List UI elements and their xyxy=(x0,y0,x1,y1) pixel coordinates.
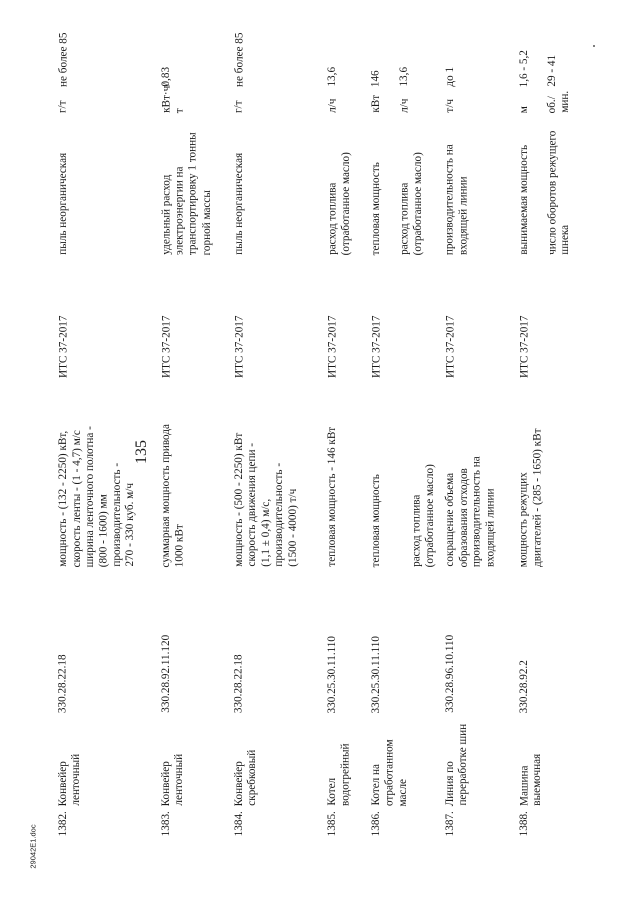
okpd-code: 330.25.30.11.110 xyxy=(326,635,339,713)
parameter-value: не более 85 xyxy=(57,32,70,87)
okpd-code: 330.28.96.10.110 xyxy=(443,634,456,713)
row-number: 1385. xyxy=(326,810,339,836)
its-reference: ИТС 37-2017 xyxy=(518,315,531,378)
equipment-name: ленточный xyxy=(70,753,83,806)
its-reference: ИТС 37-2017 xyxy=(233,315,246,378)
its-reference: ИТС 37-2017 xyxy=(326,315,339,378)
its-reference: ИТС 37-2017 xyxy=(370,315,383,378)
technical-spec: (800 - 1600) мм xyxy=(97,493,110,567)
parameter-value: 146 xyxy=(369,69,382,87)
equipment-name: переработке шин xyxy=(457,723,470,806)
equipment-name: водогрейный xyxy=(339,743,352,806)
parameter-value: 13,6 xyxy=(325,66,338,87)
technical-spec: производительность на xyxy=(470,455,483,567)
its-reference: ИТС 37-2017 xyxy=(160,315,173,378)
technical-spec: (отработанное масло) xyxy=(424,463,437,567)
technical-spec: расход топлива xyxy=(410,494,423,567)
parameter-value: 1,6 - 5,2 xyxy=(518,49,531,87)
parameter-name: горной массы xyxy=(200,189,213,255)
equipment-name: Машина xyxy=(518,765,531,806)
technical-spec: тепловая мощность - 146 кВт xyxy=(325,426,338,567)
parameter-name: входящей линии xyxy=(457,176,470,255)
technical-spec: ширина ленточного полотна - xyxy=(84,425,97,567)
technical-spec: (1500 - 4000) т/ч xyxy=(286,488,299,567)
okpd-code: 330.28.22.18 xyxy=(56,653,69,713)
technical-spec: тепловая мощность xyxy=(370,473,383,567)
parameter-value: 29 - 41 xyxy=(545,54,558,87)
row-number: 1383. xyxy=(160,810,173,836)
page-number: 135 xyxy=(133,440,150,464)
row-number: 1382. xyxy=(57,810,70,836)
parameter-value: 0,83 xyxy=(159,66,172,87)
okpd-code: 330.28.92.2 xyxy=(518,659,531,713)
parameter-name: (отработанное масло) xyxy=(339,151,352,255)
technical-spec: образования отходов xyxy=(457,467,470,567)
parameter-name: транспортировку 1 тонны xyxy=(186,131,199,255)
technical-spec: мощность - (500 - 2250) кВт xyxy=(232,432,245,567)
parameter-unit: мин. xyxy=(559,90,572,113)
parameter-name: расход топлива xyxy=(398,182,411,255)
technical-spec: сокращение объема xyxy=(443,472,456,567)
parameter-name: шнека xyxy=(559,224,572,255)
technical-spec: входящей линии xyxy=(484,488,497,567)
row-number: 1386. xyxy=(370,810,383,836)
parameter-value: до 1 xyxy=(443,66,456,87)
parameter-name: число оборотов режущего xyxy=(546,130,559,255)
technical-spec: скорость ленты - (1 - 4,7) м/с xyxy=(70,429,83,567)
parameter-name: расход топлива xyxy=(326,182,339,255)
page-mark xyxy=(593,45,595,47)
equipment-name: Конвейер xyxy=(160,760,173,806)
footer-filename: 29042E1.doc xyxy=(28,823,38,869)
parameter-name: удельный расход xyxy=(160,174,173,255)
parameter-unit: кВт·ч/ xyxy=(160,82,173,113)
parameter-unit: г/т xyxy=(232,99,245,113)
technical-spec: (1,1 ± 0,4) м/с, xyxy=(259,498,272,567)
parameter-name: вынимаемая мощность xyxy=(517,144,530,255)
its-reference: ИТС 37-2017 xyxy=(444,315,457,378)
okpd-code: 330.28.92.11.120 xyxy=(159,634,172,713)
row-number: 1384. xyxy=(233,810,246,836)
parameter-unit: г/т xyxy=(56,99,69,113)
technical-spec: двигателей - (285 - 1650) кВт xyxy=(531,428,544,567)
okpd-code: 330.28.22.18 xyxy=(232,653,245,713)
equipment-name: Котел xyxy=(325,777,338,806)
equipment-name: отработанном xyxy=(383,738,396,806)
parameter-name: тепловая мощность xyxy=(370,161,383,255)
equipment-name: Линия по xyxy=(444,760,457,806)
technical-spec: мощность - (132 - 2250) кВт, xyxy=(56,430,69,567)
parameter-name: пыль неорганическая xyxy=(56,152,69,255)
equipment-name: Котел на xyxy=(369,763,382,806)
okpd-code: 330.25.30.11.110 xyxy=(370,635,383,713)
technical-spec: производительность - xyxy=(110,462,123,567)
row-number: 1388. xyxy=(518,810,531,836)
parameter-unit: об./ xyxy=(546,95,559,113)
technical-spec: 1000 кВт xyxy=(173,523,186,567)
technical-spec: мощность режущих xyxy=(517,471,530,567)
parameter-name: электроэнергии на xyxy=(173,166,186,255)
technical-spec: скорость движения цепи - xyxy=(246,442,259,567)
equipment-name: масле xyxy=(397,778,410,806)
equipment-name: скребковый xyxy=(246,749,259,806)
parameter-name: производительность на xyxy=(443,143,456,255)
parameter-value: 13,6 xyxy=(397,66,410,87)
its-reference: ИТС 37-2017 xyxy=(57,315,70,378)
technical-spec: суммарная мощность привода xyxy=(160,423,173,567)
parameter-name: пыль неорганическая xyxy=(232,152,245,255)
equipment-name: Конвейер xyxy=(233,760,246,806)
equipment-name: выемочная xyxy=(531,753,544,806)
parameter-value: не более 85 xyxy=(233,32,246,87)
equipment-name: Конвейер xyxy=(57,760,70,806)
parameter-unit: кВт xyxy=(369,94,382,113)
equipment-name: ленточный xyxy=(173,753,186,806)
row-number: 1387. xyxy=(444,810,457,836)
parameter-unit: т/ч xyxy=(443,98,456,113)
parameter-unit: л/ч xyxy=(326,98,339,113)
parameter-name: (отработанное масло) xyxy=(411,151,424,255)
parameter-unit: т xyxy=(173,107,186,113)
technical-spec: 270 - 330 куб. м/ч xyxy=(124,482,137,567)
parameter-unit: м xyxy=(518,105,531,113)
technical-spec: производительность - xyxy=(273,462,286,567)
parameter-unit: л/ч xyxy=(398,98,411,113)
